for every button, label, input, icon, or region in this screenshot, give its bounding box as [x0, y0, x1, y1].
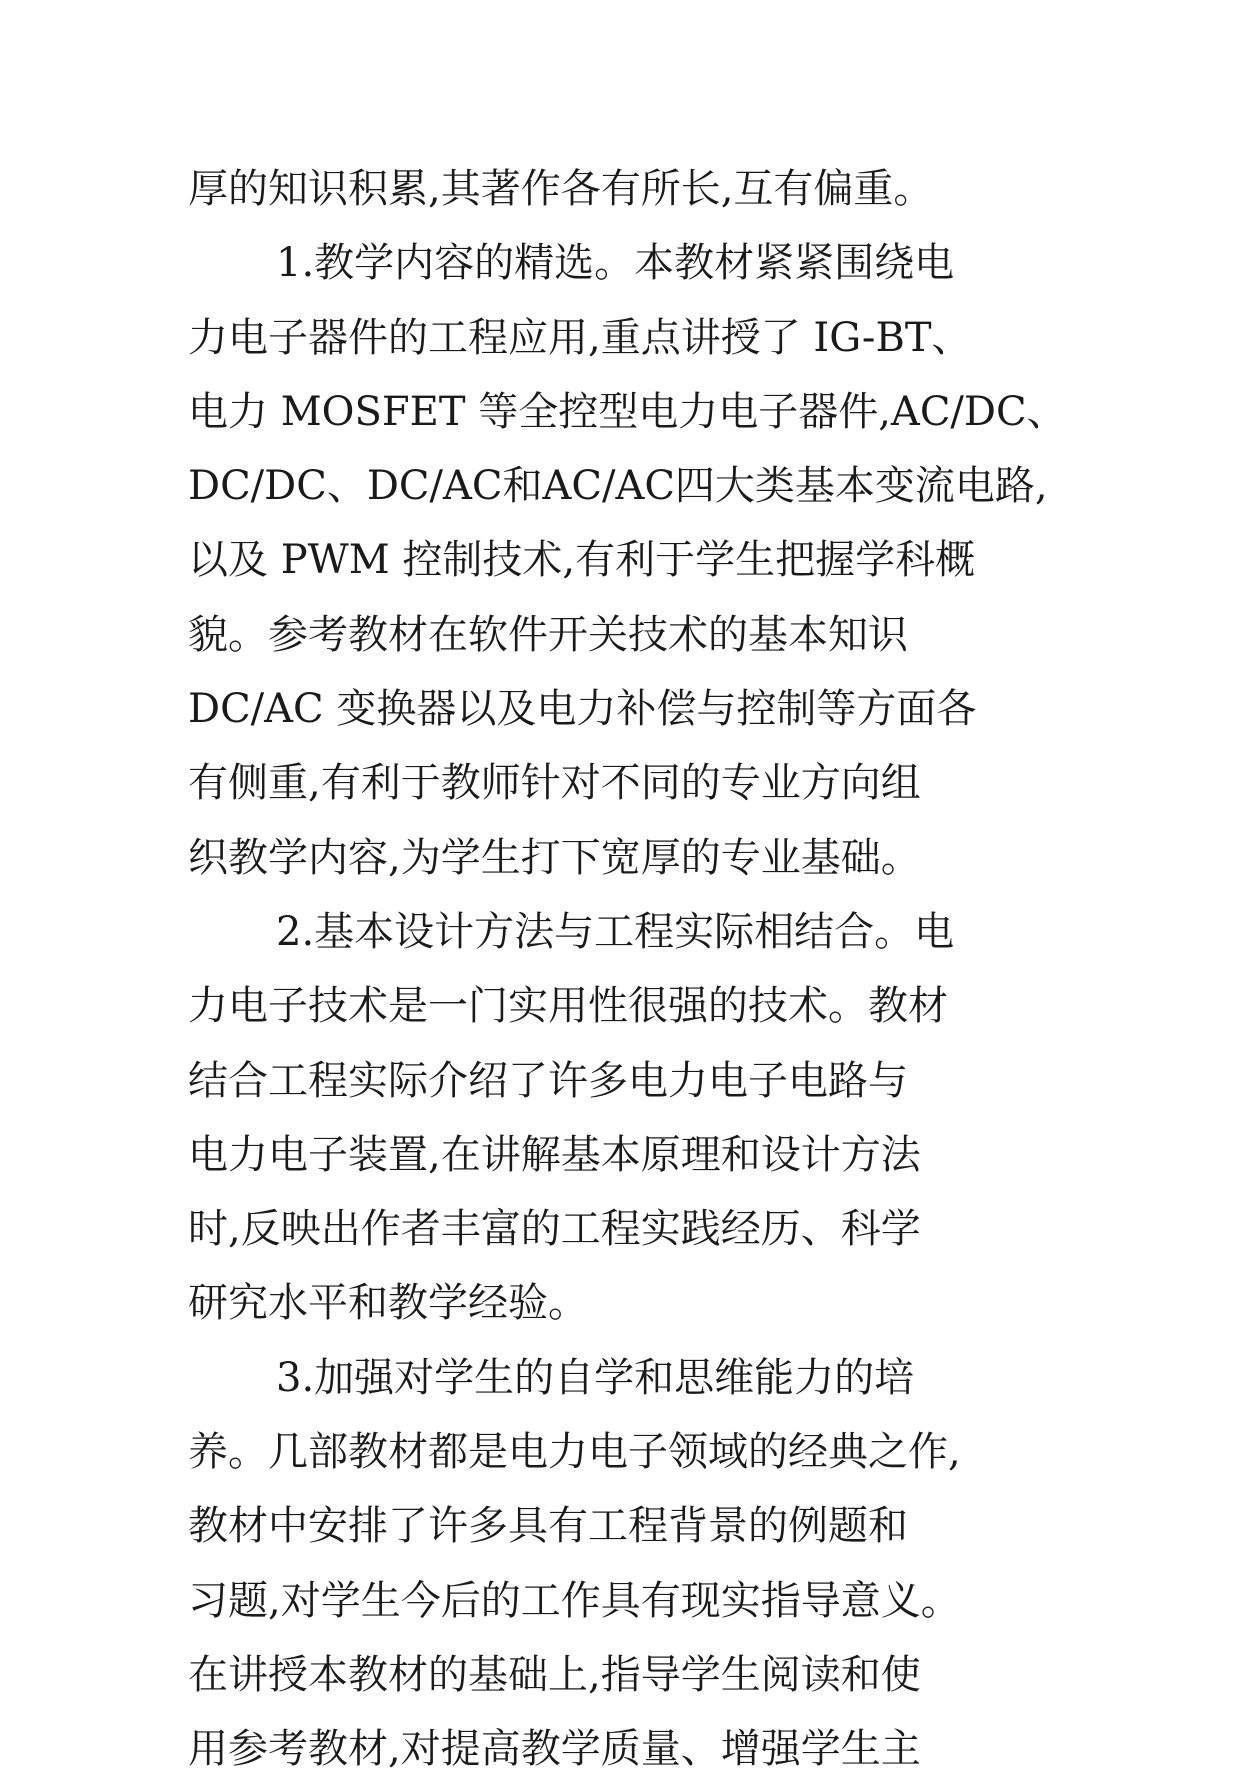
text-line: 教材中安排了许多具有工程背景的例题和	[188, 1503, 908, 1550]
text-line: 在讲授本教材的基础上,指导学生阅读和使	[188, 1651, 921, 1698]
text-line: 有侧重,有利于教师针对不同的专业方向组	[188, 760, 921, 807]
text-line: 用参考教材,对提高教学质量、增强学生主	[188, 1726, 921, 1773]
text-line: 厚的知识积累,其著作各有所长,互有偏重。	[188, 166, 934, 212]
text-line: 力电子器件的工程应用,重点讲授了 IG-BT、	[188, 314, 972, 361]
text-line: 貌。参考教材在软件开关技术的基本知识	[188, 611, 908, 658]
text-line: 时,反映出作者丰富的工程实践经历、科学	[188, 1206, 921, 1253]
text-line: 习题,对学生今后的工作具有现实指导意义。	[188, 1577, 961, 1624]
paragraph-2-start: 2.基本设计方法与工程实际相结合。电	[276, 908, 955, 955]
paragraph-1-start: 1.教学内容的精选。本教材紧紧围绕电	[276, 240, 955, 287]
text-line: DC/AC 变换器以及电力补偿与控制等方面各	[188, 686, 977, 733]
text-line: 以及 PWM 控制技术,有利于学生把握学科概	[188, 537, 976, 584]
text-line: 力电子技术是一门实用性很强的技术。教材	[188, 983, 948, 1030]
text-line: DC/DC、DC/AC和AC/AC四大类基本变流电路,	[188, 463, 1048, 510]
paragraph-3-start: 3.加强对学生的自学和思维能力的培	[276, 1354, 915, 1401]
text-line: 研究水平和教学经验。	[188, 1280, 588, 1327]
text-line: 结合工程实际介绍了许多电力电子电路与	[188, 1057, 908, 1104]
text-line: 电力电子装置,在讲解基本原理和设计方法	[188, 1131, 921, 1178]
body-text	[188, 152, 1088, 1787]
text-line: 养。几部教材都是电力电子领域的经典之作,	[188, 1429, 961, 1476]
text-line: 电力 MOSFET 等全控型电力电子器件,AC/DC、	[188, 388, 1067, 435]
text-line: 织教学内容,为学生打下宽厚的专业基础。	[188, 834, 921, 881]
